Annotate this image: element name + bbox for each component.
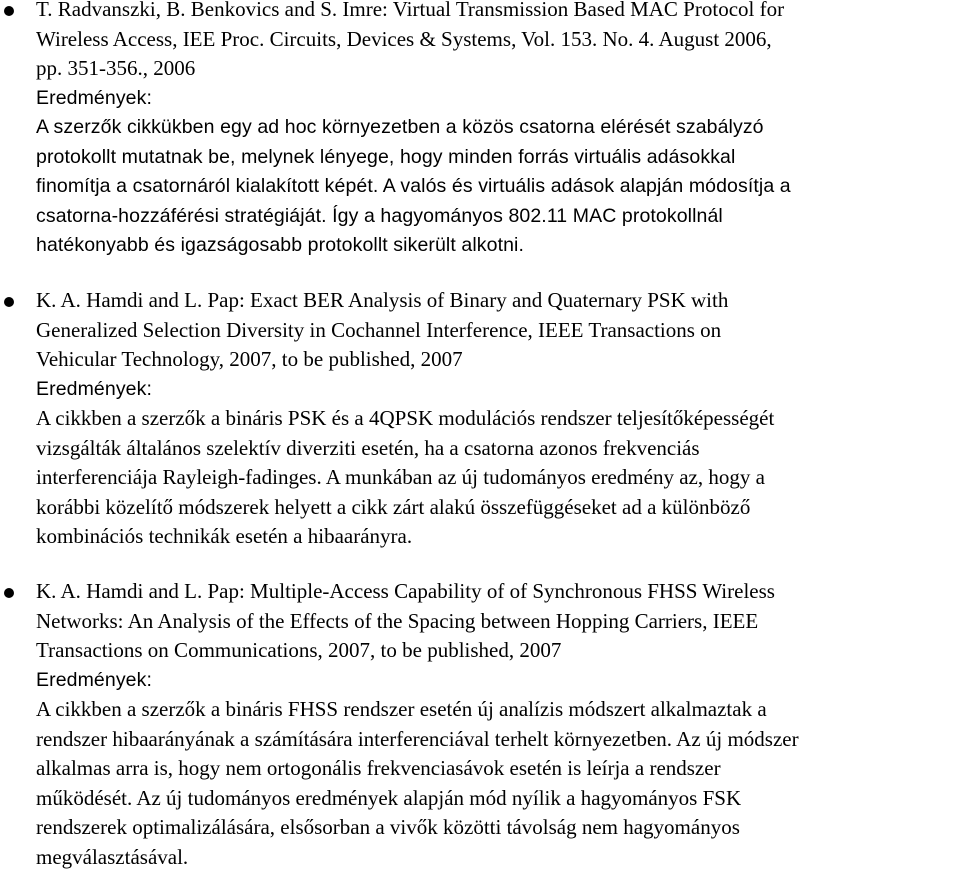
publication-citation: K. A. Hamdi and L. Pap: Exact BER Analysis of Binary and Quaternary PSK with Generalized Selection Diversity in Cochannel Interference, IEEE Transactions on Vehicular Technology, 2007, to be published, 2007 (36, 288, 729, 371)
publication-entry-body (36, 286, 960, 552)
results-text: A szerzők cikkükben egy ad hoc környezetben a közös csatorna elérését szabályzó protokollt mutatnak be, melynek lényege, hogy minden forrás virtuális adásokkal finomítja a csatornáról kialakított képét. A valós és virtuális adások alapján módosítja a csatorna-hozzáférési stratégiáját. Így a hagyományos 802.11 MAC protokollnál hatékonyabb és igazságosabb protokollt sikerült alkotni. (36, 116, 791, 256)
bullet-icon (4, 588, 14, 598)
results-label: Eredmények: (36, 668, 152, 691)
results-label: Eredmények: (36, 86, 152, 109)
results-label: Eredmények: (36, 377, 152, 400)
publication-citation: K. A. Hamdi and L. Pap: Multiple-Access Capability of of Synchronous FHSS Wireless Networks: An Analysis of the Effects of the Spacing between Hopping Carriers, IEEE Transactions on Communications, 2007, to be published, 2007 (36, 579, 775, 662)
publication-entry-3 (0, 577, 960, 872)
publication-entry-body (36, 577, 960, 872)
publication-entry-2 (0, 286, 960, 552)
results-text: A cikkben a szerzők a bináris PSK és a 4QPSK modulációs rendszer teljesítőképességét vizsgálták általános szelektív diverziti esetén, ha a csatorna azonos frekvenciás interferenciája Rayleigh-fadinges. A munkában az új tudományos eredmény az, hogy a korábbi közelítő módszerek helyett a cikk zárt alakú összefüggéseket ad a különböző kombinációs technikák esetén a hibaarányra. (36, 406, 775, 548)
results-text: A cikkben a szerzők a bináris FHSS rendszer esetén új analízis módszert alkalmaztak a rendszer hibaarányának a számítására interferenciával terhelt környezetben. Az új módszer alkalmas arra is, hogy nem ortogonális frekvenciasávok esetén is leírja a rendszer működését. Az új tudományos eredmények alapján mód nyílik a hagyományos FSK rendszerek optimalizálására, elsősorban a vivők közötti távolság nem hagyományos megválasztásával. (36, 697, 799, 869)
publication-entry-body (36, 0, 960, 261)
bullet-icon (4, 6, 14, 16)
publication-citation: T. Radvanszki, B. Benkovics and S. Imre: Virtual Transmission Based MAC Protocol for Wireless Access, IEE Proc. Circuits, Devices & Systems, Vol. 153. No. 4. August 2006, pp. 351-356., 2006 (36, 0, 785, 80)
publication-entry-1 (0, 0, 960, 261)
bullet-icon (4, 297, 14, 307)
